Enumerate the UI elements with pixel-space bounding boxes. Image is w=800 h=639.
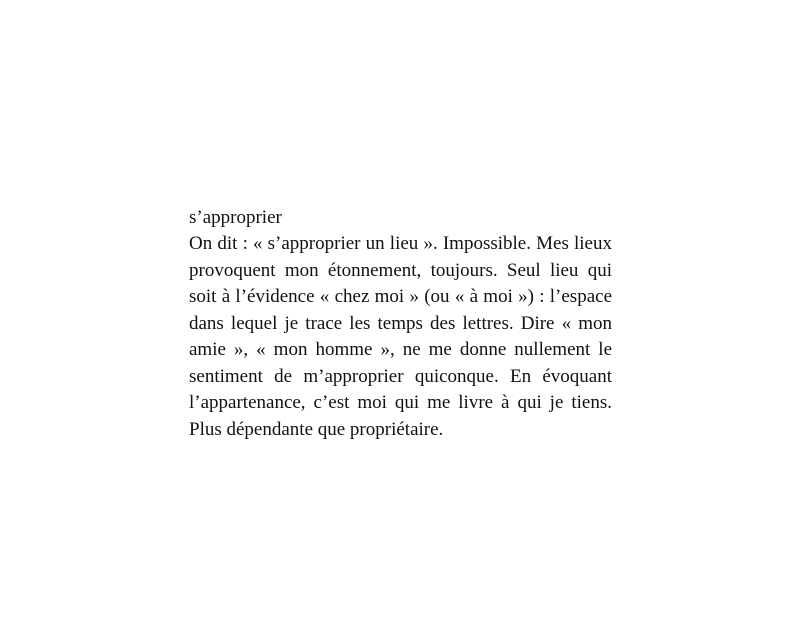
body-line: soit à l’évidence « chez moi » (ou « à moi ») : l’espace	[189, 286, 612, 307]
body-line: On dit : « s’approprier un lieu ». Impossible. Mes lieux	[189, 233, 612, 254]
body-line: provoquent mon étonnement, toujours. Seul lieu qui	[189, 259, 612, 281]
entry-body	[189, 231, 612, 443]
body-line: dans lequel je trace les temps des lettres. Dire « mon	[189, 312, 612, 334]
body-line: Plus dépendante que propriétaire.	[189, 418, 444, 440]
body-line: sentiment de m’approprier quiconque. En évoquant	[189, 365, 612, 387]
entry-heading: s’approprier	[189, 207, 282, 228]
body-line: amie », « mon homme », ne me donne nullement le	[189, 339, 612, 360]
text-block	[189, 205, 612, 443]
body-line: l’appartenance, c’est moi qui me livre à qui je tiens.	[189, 392, 612, 413]
